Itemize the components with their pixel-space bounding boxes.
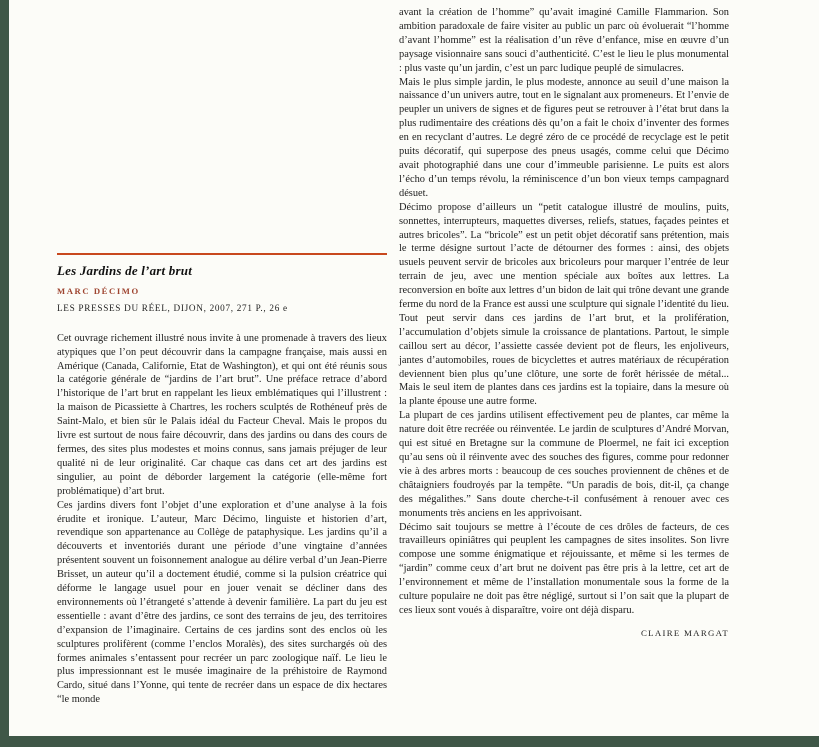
body-paragraph: Décimo propose d’ailleurs un “petit catalogue illustré de moulins, puits, sonnettes, interrupteurs, maquettes diverses, reliefs, statues, façades peintes et autres bricoles”. La “bricole” est un petit objet décoratif sans prétention, mais le terme désigne surtout l’acte de détourner des formes : ainsi, des objets usuels peuvent servir de bricoles aux bricoleurs pour marquer l’entrée de leur terrain de jeu, avec une mention spéciale aux boîtes aux lettres. La reconversion en boîte aux lettres d’un bidon de lait qui trône devant une grande ferme du nord de la France est aussi une sculpture qui signale l’identité du lieu. Tout peut servir dans ces jardins de l’art brut, et la prolifération, l’accumulation d’objets simule la croissance de plantations. Partout, le simple caillou sert au décor, l’assiette cassée devient pot de fleurs, les enjoliveurs, jantes d’automobiles, roues de bicyclettes et autres matériaux de récupération deviennent bien plus qu’une clôture, une sorte de forêt hérissée de métal... Mais le seul item de plantes dans ces jardins est la topiaire, dans la mesure où la plante épouse une autre forme. [399, 201, 729, 408]
publication-info: LES PRESSES DU RÉEL, DIJON, 2007, 271 P., 26 e [57, 302, 288, 313]
book-title: Les Jardins de l’art brut [57, 263, 193, 278]
body-paragraph: Décimo sait toujours se mettre à l’écoute de ces drôles de facteurs, de ces travailleurs opiniâtres qui peuplent les campagnes de sites insolites. Son livre compose une somme énigmatique et réjouissante, et même si les termes de “jardin” comme ceux d’art brut ne doivent pas être pris à la lettre, cet art de l’environnement et même de l’installation monumentale sous la forme de la culture populaire ne doit pas être négligé, surtout si l’on sait que la plupart de ces lieux sont voués à disparaître, voire ont déjà disparu. [399, 521, 729, 616]
review-left-column [57, 0, 387, 707]
body-paragraph: avant la création de l’homme” qu’avait imaginé Camille Flammarion. Son ambition paradoxale de faire visiter au public un parc où évoluerait “l’homme d’avant l’homme” est la réalisation d’un rêve d’enfance, mise en œuvre d’un paysage visionnaire sans souci d’authenticité. C’est le lieu le plus monumental : plus vaste qu’un jardin, c’est un parc ludique peuplé de simulacres. [399, 7, 729, 74]
review-right-column [399, 0, 729, 641]
body-paragraph: Cet ouvrage richement illustré nous invite à une promenade à travers des lieux atypiques que l’on peut découvrir dans la campagne française, mais aussi en Amérique (Canada, Californie, Etat de Washington), et qui ont été réunis sous la catégorie générale de “jardins de l’art brut”. Une préface retrace d’abord l’historique de l’art brut en rappelant les lieux emblématiques qui l’illustrent : la maison de Picassiette à Chartres, les rochers sculptés de Rothéneuf près de Saint-Malo, et bien sûr le Palais idéal du Facteur Cheval. Mais le propos du livre est surtout de nous faire découvrir, dans des jardins ou dans des cours de fermes, des sites plus modestes et moins connus, sans jamais préjuger de leur qualité ni de leur originalité. Car chaque cas dans cet art des jardins est singulier, au point de déborder largement la catégorie (elle-même fort problématique) d’art brut. [57, 332, 387, 497]
article-rule [57, 253, 387, 255]
article-header [57, 253, 387, 316]
reviewer-byline: CLAIRE MARGAT [640, 627, 729, 638]
body-paragraph: La plupart de ces jardins utilisent effectivement peu de plantes, car même la nature doit être recréée ou réinventée. Le jardin de sculptures d’André Morvan, qui est situé en Bretagne sur la commune de Ploermel, ne fait ici exception qu’au sens où il réinvente avec des souches des figures, comme pour redonner vie à des arbres morts : beaucoup de ces souches proviennent de chênes et de châtaigniers foudroyés par la tempête. “Un paradis de bois, dit-il, ça change des mégalithes.” Sans doute cherche-t-il confusément à renouer avec ces monuments très anciens en les apprivoisant. [399, 410, 729, 519]
body-paragraph: Ces jardins divers font l’objet d’une exploration et d’une analyse à la fois érudite et ironique. L’auteur, Marc Décimo, linguiste et historien d’art, revendique son appartenance au Collège de pataphysique. Les jardins qu’il a découverts et inventoriés durant une période d’une vingtaine d’années présentent souvent un foisonnement analogue au délire verbal d’un Jean-Pierre Brisset, un auteur qu’il a doctement étudié, comme si la pulsion créatrice qui déforme le langage usuel pour en jouer venait se décliner dans des environnements où l’étrangeté s’attende à devenir familière. La part du jeu est essentielle : avant d’être des jardins, ce sont des terrains de jeu, des territoires d’expansion de l’imaginaire. Certains de ces jardins sont des enclos où les sculptures prolifèrent (comme l’enclos Moralès), des sites surchargés où des formes animales s’entassent pour recréer un parc zoologique naïf. Le lieu le plus impressionnant est le musée imaginaire de la préhistoire de Raymond Cardo, situé dans l’Yonne, qui tente de recréer dans un espace de dix hectares “le monde [57, 499, 387, 706]
bottom-edge-band [0, 736, 819, 747]
book-author: MARC DÉCIMO [57, 285, 140, 296]
left-edge-band [0, 0, 9, 747]
body-paragraph: Mais le plus simple jardin, le plus modeste, annonce au seuil d’une maison la naissance d’un univers autre, tout en le signalant aux promeneurs. Et l’envie de peupler un univers de signes et de figures peut se retrouver à l’état brut dans la plus rudimentaire des créations dès qu’on a fait le choix d’inventer des formes en en recyclant d’autres. Le degré zéro de ce procédé de recyclage est le petit puits décoratif, qui superpose des pneus usagés, comme celui que Décimo avait photographié dans une cour d’immeuble parisienne. Le puits est alors l’écho d’un temps révolu, la réminiscence d’un bon vieux temps campagnard désuet. [399, 76, 729, 199]
